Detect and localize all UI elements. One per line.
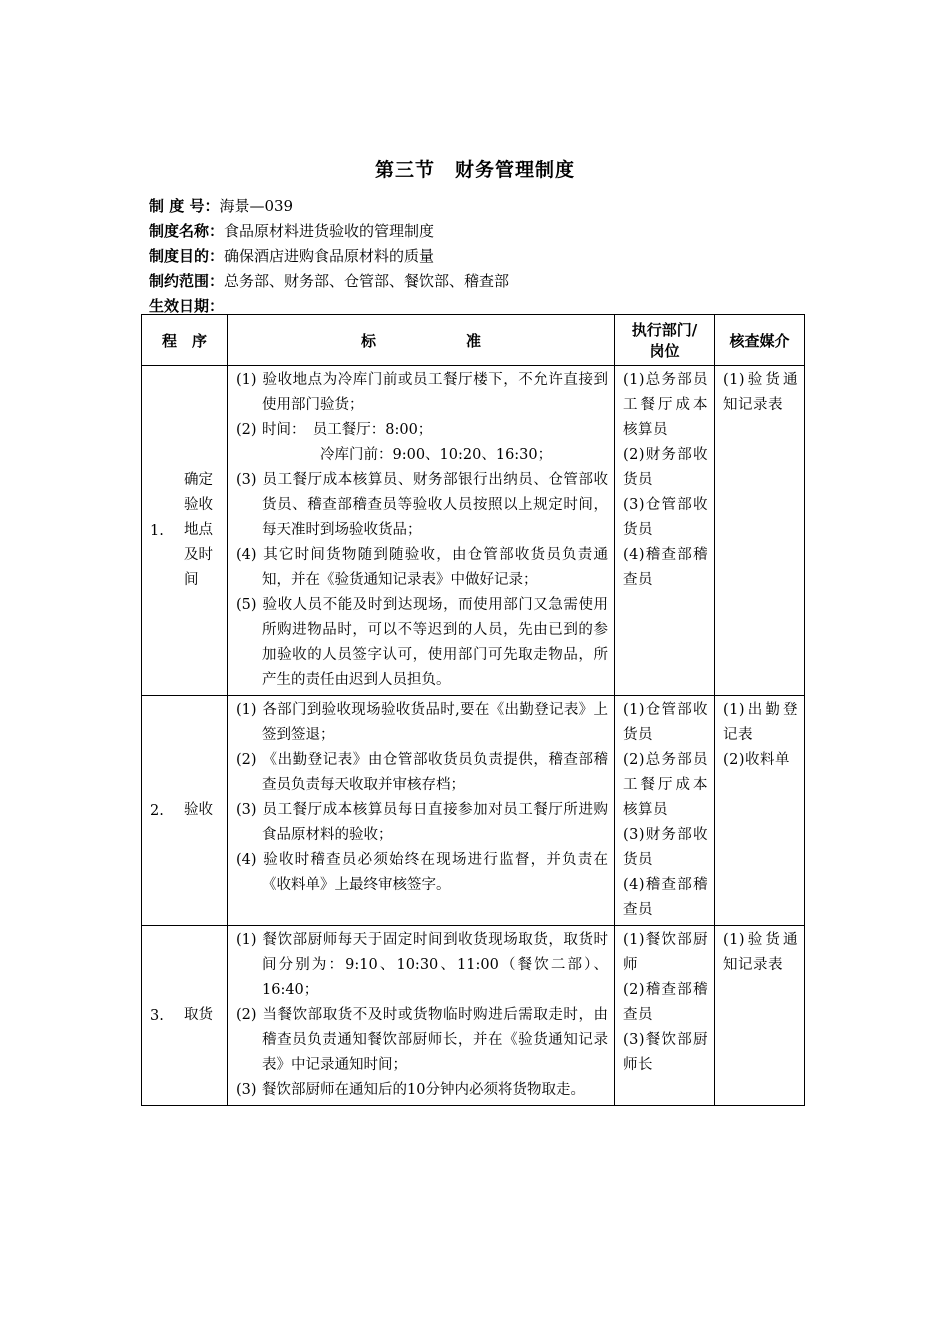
dept-item: (1)餐饮部厨师	[623, 932, 708, 973]
meta-key: 生效日期：	[149, 297, 225, 315]
program-name: 取货	[184, 1007, 213, 1023]
dept-item: (2)总务部员工餐厅成本核算员	[623, 752, 708, 818]
media-item: (1)出勤登记表	[723, 702, 798, 743]
meta-row-number	[149, 194, 509, 219]
meta-row-purpose	[149, 244, 509, 269]
dept-item: (4)稽查部稽查员	[623, 547, 708, 588]
media-cell	[715, 366, 805, 696]
standard-item: (3) 员工餐厅成本核算员、财务部银行出纳员、仓管部收货员、稽查部稽查员等验收人员按照以上规定时间，每天准时到场验收货品；	[236, 472, 608, 538]
standard-item: (5) 验收人员不能及时到达现场，而使用部门又急需使用所购进物品时，可以不等迟到的人员，先由已到的参加验收的人员签字认可，使用部门可先取走物品，所产生的责任由迟到人员担负。	[236, 597, 608, 688]
standard-item: (1) 餐饮部厨师每天于固定时间到收货现场取货，取货时间分别为：9:10、10:30、11:00（餐饮二部）、16:40；	[236, 932, 608, 998]
standard-item: (2) 《出勤登记表》由仓管部收货员负责提供，稽查部稽查员负责每天收取并审核存档；	[236, 752, 608, 793]
dept-item: (3)财务部收货员	[623, 827, 708, 868]
section-title: 第三节 财务管理制度	[374, 159, 575, 181]
standard-cell	[228, 696, 615, 926]
standard-item: (4) 验收时稽查员必须始终在现场进行监督，并负责在《收料单》上最终审核签字。	[236, 852, 608, 893]
table-row	[142, 366, 805, 696]
standard-item: (3) 餐饮部厨师在通知后的10分钟内必须将货物取走。	[236, 1082, 585, 1098]
media-item: (1)验货通知记录表	[723, 372, 798, 413]
meta-key: 制度名称：	[149, 222, 225, 240]
header-dept	[615, 315, 715, 366]
standard-item: (1) 验收地点为冷库门前或员工餐厅楼下，不允许直接到使用部门验货；	[236, 372, 608, 413]
dept-item: (3)餐饮部厨师长	[623, 1032, 708, 1073]
meta-value: 确保酒店进购食品原材料的质量	[224, 247, 435, 265]
program-name: 验收	[184, 802, 213, 818]
program-number: 2.	[150, 802, 164, 819]
program-number: 3.	[150, 1007, 164, 1024]
header-standard-left: 标	[360, 331, 376, 350]
meta-row-scope	[149, 269, 509, 294]
standard-item: (4) 其它时间货物随到随验收，由仓管部收货员负责通知，并在《验货通知记录表》中做好记录；	[236, 547, 608, 588]
header-standard-right: 准	[466, 331, 482, 350]
media-item: (2)收料单	[723, 752, 791, 768]
standard-item: (3) 员工餐厅成本核算员每日直接参加对员工餐厅所进购食品原材料的验收；	[236, 802, 608, 843]
meta-value: 食品原材料进货验收的管理制度	[224, 222, 435, 240]
procedure-table	[141, 314, 805, 1106]
media-item: (1)验货通知记录表	[723, 932, 798, 973]
table-row	[142, 926, 805, 1106]
meta-key: 制度目的：	[149, 247, 225, 265]
media-cell	[715, 696, 805, 926]
dept-cell	[615, 926, 715, 1106]
meta-key: 制 度 号：	[149, 197, 220, 215]
dept-item: (3)仓管部收货员	[623, 497, 708, 538]
standard-item: (1) 各部门到验收现场验收货品时,要在《出勤登记表》上签到签退；	[236, 702, 608, 743]
standard-cell	[228, 366, 615, 696]
standard-subitem: 冷库门前：9:00、10:20、16:30；	[320, 447, 553, 463]
meta-value: 总务部、财务部、仓管部、餐饮部、稽查部	[224, 272, 510, 290]
dept-item: (1)仓管部收货员	[623, 702, 708, 743]
header-program: 程 序	[142, 315, 228, 366]
standard-item: (2) 当餐饮部取货不及时或货物临时购进后需取走时，由稽查员负责通知餐饮部厨师长，并在《验货通知记录表》中记录通知时间；	[236, 1007, 608, 1073]
meta-row-name	[149, 219, 509, 244]
meta-key: 制约范围：	[149, 272, 225, 290]
program-cell	[142, 696, 228, 926]
program-name: 确定验收地点及时间	[184, 472, 213, 588]
table-header-row	[142, 315, 805, 366]
header-standard	[228, 315, 615, 366]
dept-cell	[615, 696, 715, 926]
header-dept-line2: 岗位	[649, 342, 680, 360]
program-cell	[142, 366, 228, 696]
header-media: 核查媒介	[715, 315, 805, 366]
media-cell	[715, 926, 805, 1106]
regulation-meta	[149, 194, 509, 319]
dept-item: (2)稽查部稽查员	[623, 982, 708, 1023]
meta-value: 海景—039	[219, 197, 294, 215]
header-dept-line1: 执行部门/	[631, 321, 698, 339]
table-row	[142, 696, 805, 926]
program-number: 1.	[150, 522, 164, 539]
program-cell	[142, 926, 228, 1106]
dept-item: (1)总务部员工餐厅成本核算员	[623, 372, 708, 438]
dept-item: (4)稽查部稽查员	[623, 877, 708, 918]
standard-cell	[228, 926, 615, 1106]
dept-cell	[615, 366, 715, 696]
dept-item: (2)财务部收货员	[623, 447, 708, 488]
standard-item: (2) 时间： 员工餐厅：8:00；	[236, 422, 433, 438]
